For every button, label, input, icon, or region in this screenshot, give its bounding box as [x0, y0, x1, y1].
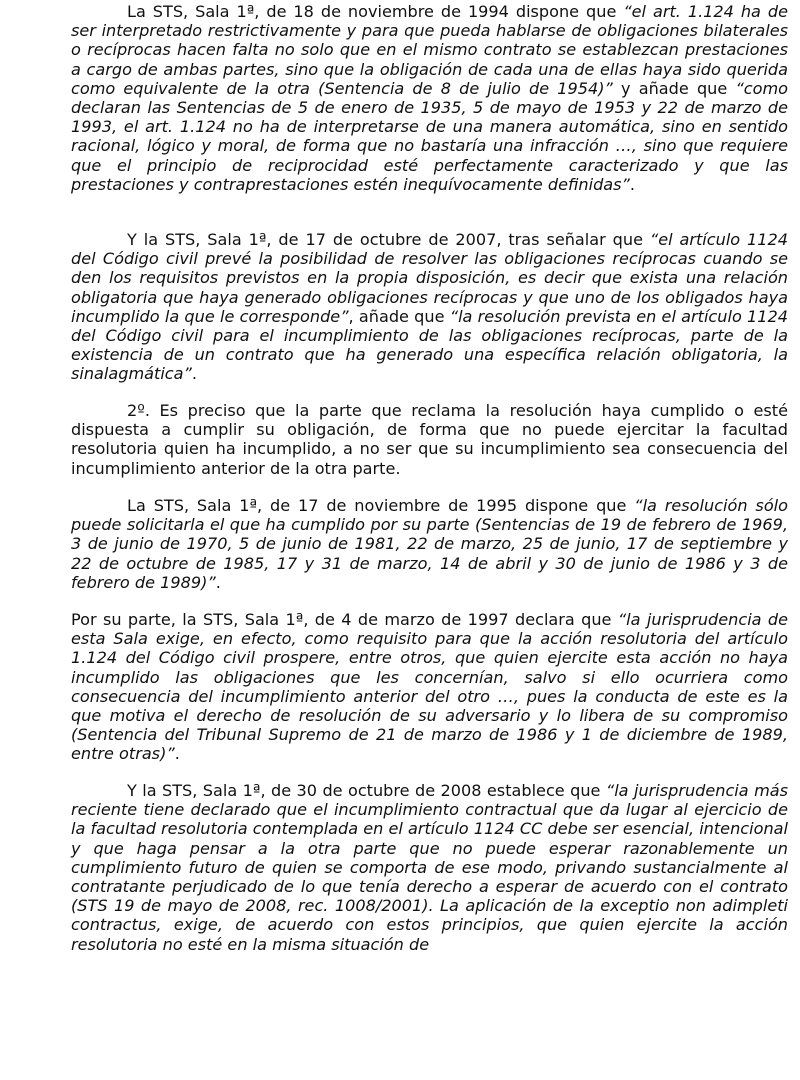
quoted-text: “la jurisprudencia más reciente tiene declarado que el incumplimiento contractual que da lugar al ejercicio de la facultad resolutoria contemplada en el artículo 1124 CC debe ser esencial, intencional y que haga pensar a la otra parte que no puede esperar razonablemente un cumplimiento futuro de quien se comporta de ese modo, privando sustancialmente al contratante perjudicado de lo que tenía derecho a esperar de acuerdo con el contrato (STS 19 de mayo de 2008, rec. 1008/2001). La aplicación de la exceptio non adimpleti contractus, exige, de acuerdo con estos principios, que quien ejercite la acción resolutoria no esté en la misma situación de	[71, 781, 788, 954]
paragraph-text: .	[174, 744, 180, 764]
paragraph-text: La STS, Sala 1ª, de 18 de noviembre de 1994 dispone que	[127, 2, 624, 21]
quoted-text: “el artículo 1124 del Código civil prevé la posibilidad de resolver las obligaciones recíprocas cuando se den los requisitos previstos en la propia disposición, es decir que exista una relación obligatoria que haya generado obligaciones recíprocas y que uno de los obligados haya incumplido la que le corresponde”	[71, 230, 789, 326]
paragraph-sts-2007	[71, 230, 788, 384]
quoted-text: “la jurisprudencia de esta Sala exige, en efecto, como requisito para que la acción resolutoria del artículo 1.124 del Código civil prospere, entre otros, que quien ejercite esta acción no haya incumplido las obligaciones que les concernían, salvo si ello ocurriera como consecuencia del incumplimiento anterior del otro …, pues la conducta de este es la que motiva el derecho de resolución de su adversario y lo libera de su compromiso (Sentencia del Tribunal Supremo de 21 de marzo de 1986 y 1 de diciembre de 1989, entre otras)”	[71, 610, 789, 764]
paragraph-text: .	[629, 174, 636, 194]
paragraph-text: Y la STS, Sala 1ª, de 17 de octubre de 2007, tras señalar que	[127, 230, 650, 249]
paragraph-text: y añade que	[612, 78, 736, 98]
paragraph-text: .	[215, 572, 221, 592]
paragraph-text: Por su parte, la STS, Sala 1ª, de 4 de marzo de 1997 declara que	[71, 610, 618, 629]
paragraph-text: La STS, Sala 1ª, de 17 de noviembre de 1995 dispone que	[127, 496, 635, 515]
paragraph-text: .	[191, 364, 197, 384]
paragraph-sts-1995	[71, 496, 788, 592]
paragraph-text: 2º. Es preciso que la parte que reclama la resolución haya cumplido o esté dispuesta a cumplir su obligación, de forma que no puede ejercitar la facultad resolutoria quien ha incumplido, a no ser que su incumplimiento sea consecuencia del incumplimiento anterior de la otra parte.	[71, 401, 788, 478]
paragraph-sts-1997	[71, 610, 788, 764]
quoted-text: “como declaran las Sentencias de 5 de enero de 1935, 5 de mayo de 1953 y 22 de marzo de 1993, el art. 1.124 no ha de interpretarse de una manera automática, sino en sentido racional, lógico y moral, de forma que no bastaría una infracción …, sino que requiere que el principio de reciprocidad esté perfectamente caracterizado y que las prestaciones y contraprestaciones estén inequívocamente definidas”	[71, 78, 788, 194]
paragraph-text: , añade que	[348, 306, 450, 326]
quoted-text: “la resolución sólo puede solicitarla el que ha cumplido por su parte (Sentencias de 19 de febrero de 1969, 3 de junio de 1970, 5 de junio de 1981, 22 de marzo, 25 de junio, 17 de septiembre y 22 de octubre de 1985, 17 y 31 de marzo, 14 de abril y 30 de junio de 1986 y 3 de febrero de 1989)”	[71, 496, 788, 592]
paragraph-sts-1994	[71, 2, 788, 194]
paragraph-text: Y la STS, Sala 1ª, de 30 de octubre de 2008 establece que	[127, 781, 606, 800]
quoted-text: “la resolución prevista en el artículo 1124 del Código civil para el incumplimiento de las obligaciones recíprocas, parte de la existencia de un contrato que ha generado una específica relación obligatoria, la sinalagmática”	[71, 306, 788, 384]
quoted-text: “el art. 1.124 ha de ser interpretado restrictivamente y para que pueda hablarse de obligaciones bilaterales o recíprocas hacen falta no solo que en el mismo contrato se establezcan prestaciones a cargo de ambas partes, sino que la obligación de cada una de ellas haya sido querida como equivalente de la otra (Sentencia de 8 de julio de 1954)”	[71, 2, 788, 98]
paragraph-sts-2008	[71, 781, 788, 954]
paragraph-requisito-2	[71, 401, 788, 478]
